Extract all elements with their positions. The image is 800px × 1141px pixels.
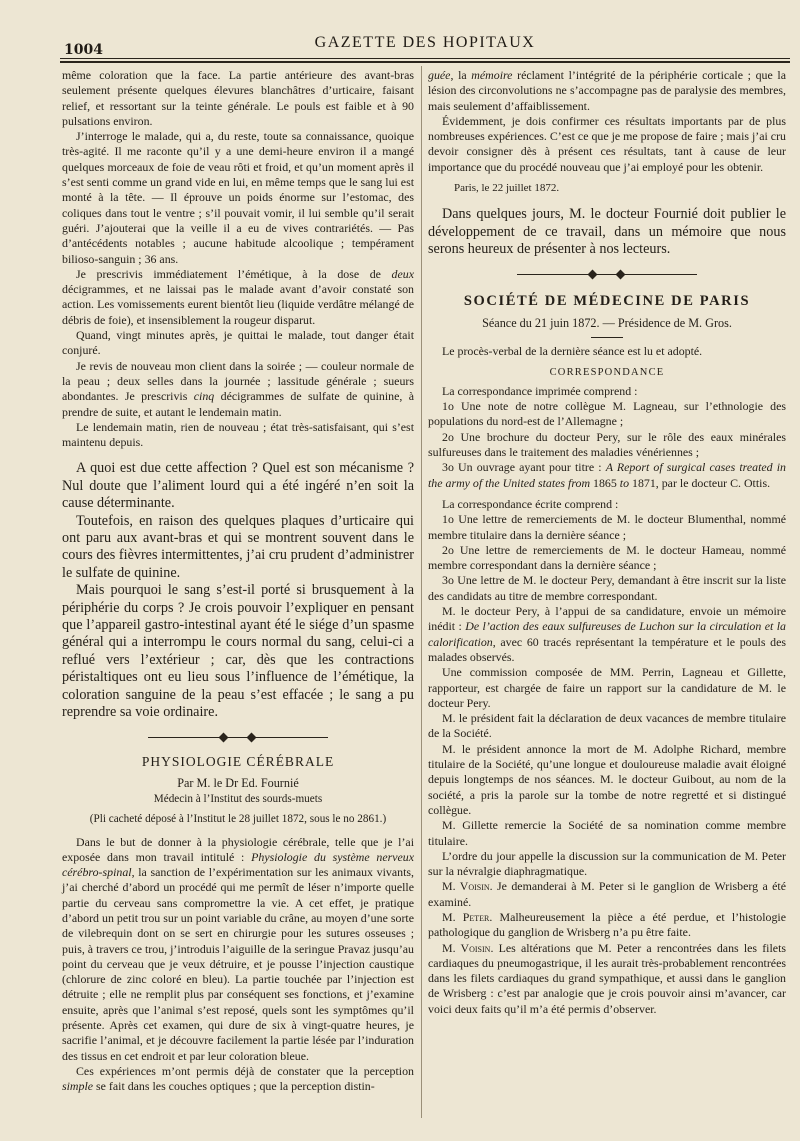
editorial-note: Dans quelques jours, M. le docteur Fournié doit publier le développement de ce travail, dans un mémoire que nous serons heureux de présenter à nos lecteurs.: [428, 206, 786, 258]
sealed-note: (Pli cacheté déposé à l’Institut le 28 juillet 1872, sous le no 2861.): [89, 812, 387, 825]
paragraph: 2o Une lettre de remerciements de M. le docteur Hameau, nommé membre correspondant dans la dernière séance ;: [428, 542, 786, 573]
commentary-paragraph: Mais pourquoi le sang s’est-il porté si brusquement à la périphérie du corps ? Je crois pouvoir l’expliquer en pensant que l’appareil gastro-intestinal ayant été le siége d’un spasme général qui a interrompu le cours normal du sang, celui-ci a reflué vers l’extérieur ; car, dès que les contractions péristaltiques ont eu lieu sous l’influence de l’émétique, la coloration sanguine de la peau s’est effacée ; le sang a pu reprendre sa voie ordinaire.: [62, 582, 414, 721]
header-rule: [60, 58, 790, 59]
journal-title: GAZETTE DES HOPITAUX: [314, 34, 536, 51]
paragraph: 2o Une brochure du docteur Pery, sur le rôle des eaux minérales sulfureuses dans le traitement des maladies vénériennes ;: [428, 429, 786, 460]
column-divider: [421, 66, 422, 1118]
paragraph: M. Gillette remercie la Société de sa nomination comme membre titulaire.: [428, 818, 786, 848]
paragraph: 3o Une lettre de M. le docteur Pery, demandant à être inscrit sur la liste des candidats au titre de membre correspondant.: [428, 573, 786, 603]
paragraph: Ces expériences m’ont permis déjà de constater que la perception simple se fait dans les couches optiques ; que la perception distin-: [62, 1063, 414, 1094]
session-line: Séance du 21 juin 1872. — Présidence de M. Gros.: [482, 315, 732, 330]
paragraph: Le procès-verbal de la dernière séance est lu et adopté.: [442, 343, 703, 358]
paragraph: M. le docteur Pery, à l’appui de sa candidature, envoie un mémoire inédit : De l’action des eaux sulfureuses de Luchon sur la circulation et la calorification, avec 60 tracés représentant la température et le pouls des malades observés.: [428, 604, 787, 664]
author-affiliation: Médecin à l’Institut des sourds-muets: [153, 792, 323, 805]
header-rule-thick: [60, 61, 790, 63]
paragraph: Une commission composée de MM. Perrin, Lagneau et Gillette, rapporteur, est chargée de faire un rapport sur la candidature de M. le docteur Pery.: [428, 665, 786, 710]
paragraph: L’ordre du jour appelle la discussion sur la communication de M. Peter sur la névralgie diaphragmatique.: [428, 848, 786, 879]
paragraph: 3o Un ouvrage ayant pour titre : A Report of surgical cases treated in the army of the United states from 1865 to 1871, par le docteur C. Ottis.: [428, 460, 786, 490]
paragraph: M. le président fait la déclaration de deux vacances de membre titulaire de la Société.: [428, 711, 786, 741]
page-number: 1004: [64, 42, 103, 58]
paragraph: même coloration que la face. La partie antérieure des avant-bras seulement présente quelques élevures blanchâtres d’urticaire, faisant relief, et ressortant sur la teinte générale. Le pouls est faible et à 90 pulsations environ.: [62, 68, 414, 128]
correspondance-heading: CORRESPONDANCE: [549, 366, 665, 378]
section-ornament: [148, 734, 328, 742]
paragraph: Dans le but de donner à la physiologie cérébrale, telle que je l’ai exposée dans mon travail intitulé : Physiologie du système nerveux cérébro-spinal, la sanction de l’expérimentation sur les animaux vivants, j’ai cherché d’abord un procédé qui me permît de léser n’importe quelle partie du cerveau sans compromettre la vie. A cet effet, je pratique d’abord un petit trou sur un point variable du crâne, au moyen d’une sorte de vilebrequin dont on se sert en chirurgie pour les sutures osseuses ; puis, à travers ce trou, j’introduis l’aiguille de la seringue Pravaz jusqu’au point du cerveau que je veux détruire, et je pousse l’injection caustique (chlorure de zinc coloré en bleu). La partie touchée par l’injection est détruite ; elle ne remplit plus par conséquent ses fonctions, et j’examine ensuite, après que l’animal s’est reposé, quels sont les symptômes qu’il présente. Après cet examen, qui dure de six à vingt-quatre heures, je sacrifie l’animal, et je découvre facilement la partie lésée par l’induration des tissus en cet endroit et par leur coloration bleue.: [62, 834, 414, 1063]
paragraph: Je prescrivis immédiatement l’émétique, à la dose de deux décigrammes, et ne laissai pas le malade avant d’avoir constaté son action. Les vomissements eurent bientôt lieu (liquide verdâtre mélangé de débris de foie), et insensiblement la rougeur disparut.: [62, 266, 414, 327]
society-title: SOCIÉTÉ DE MÉDECINE DE PARIS: [463, 292, 751, 309]
paragraph: M. Voisin. Les altérations que M. Peter a rencontrées dans les filets cardiaques du pneumogastrique, il les aurait très-probablement rencontrées dans les filets cardiaques du grand sympathique, et aussi dans le ganglion de Wrisberg : c’est par analogie que je crois pouvoir ainsi m’avancer, car voici deux faits qu’il m’a été permis d’observer.: [428, 940, 787, 1016]
paragraph: Quand, vingt minutes après, je quittai le malade, tout danger était conjuré.: [62, 328, 414, 358]
paragraph: M. Voisin. Je demanderai à M. Peter si le ganglion de Wrisberg a été examiné.: [428, 879, 786, 909]
page-header: [60, 32, 790, 58]
paragraph: 1o Une lettre de remerciements de M. le docteur Blumenthal, nommé membre titulaire dans la dernière séance ;: [428, 512, 786, 542]
commentary-paragraph: Toutefois, en raison des quelques plaques d’urticaire qui ont paru aux avant-bras et qui se montrent souvent dans le cours des fièvres intermittentes, j’ai cru prudent d’administrer le sulfate de quinine.: [62, 512, 414, 581]
left-column: [62, 68, 414, 1095]
paragraph: Évidemment, je dois confirmer ces résultats importants par de plus nombreuses expériences. C’est ce que je me propose de faire ; mais j’ai cru devoir consigner dès à présent ces résultats, tant à cause de leur importance que du procédé nouveau que j’ai employé pour les obtenir.: [428, 113, 786, 174]
section-ornament: [517, 271, 697, 279]
right-column: [428, 68, 786, 1017]
short-rule: [591, 337, 623, 338]
paragraph: 1o Une note de notre collègue M. Lagneau, sur l’ethnologie des populations du nord-est de l’Allemagne ;: [428, 399, 786, 429]
paragraph: Je revis de nouveau mon client dans la soirée ; — couleur normale de la peau ; deux selles dans la journée ; lassitude générale ; sueurs abondantes. Je prescrivis cinq décigrammes de sulfate de quinine, à prendre de suite, et autant le lendemain matin.: [62, 358, 414, 419]
section-title: PHYSIOLOGIE CÉRÉBRALE: [141, 753, 335, 769]
commentary-paragraph: A quoi est due cette affection ? Quel est son mécanisme ? Nul doute que l’aliment lourd qui a été ingéré n’en soit la cause déterminante.: [62, 460, 414, 512]
paragraph: J’interroge le malade, qui a, du reste, toute sa connaissance, quoique très-agité. Il me raconte qu’il y a une demi-heure environ il a mangé quelques morceaux de foie de veau rôti et froid, et qu’un moment après il s’est senti comme un grand vide en lui, en même temps que le sang lui est monté à la tête. — Il éprouve un poids énorme sur l’estomac, des coliques dans tout le ventre ; s’il pouvait vomir, il lui semble qu’il serait guéri. J’ajouterai que la veille il a eu de vives contrariétés. — Pas d’antécédents notables ; aucune habitude alcoolique ; tempérament bilioso-sanguin ; 36 ans.: [62, 129, 415, 266]
paragraph: M. le président annonce la mort de M. Adolphe Richard, membre titulaire de la Société, qu’une longue et douloureuse maladie avait éloigné depuis longtemps de nos séances. M. le docteur Guibout, au nom de la société, a pris la parole sur la tombe de notre regretté et si distingué collègue.: [428, 741, 786, 817]
paragraph: guée, la mémoire réclament l’intégrité de la périphérie corticale ; que la lésion des circonvolutions ne s’accompagne pas de paralysie des membres, mais seulement d’affaiblissement.: [428, 68, 786, 113]
paragraph: Le lendemain matin, rien de nouveau ; état très-satisfaisant, qui s’est maintenu depuis.: [62, 419, 414, 450]
author-line: Par M. le Dr Ed. Fournié: [177, 775, 299, 790]
date-line: Paris, le 22 juillet 1872.: [454, 182, 560, 195]
paragraph: La correspondance imprimée comprend :: [442, 383, 638, 398]
paragraph: M. Peter. Malheureusement la pièce a été perdue, et l’histologie pathologique du ganglion de Wrisberg n’a pu être faite.: [428, 909, 786, 940]
paragraph: La correspondance écrite comprend :: [442, 496, 619, 511]
